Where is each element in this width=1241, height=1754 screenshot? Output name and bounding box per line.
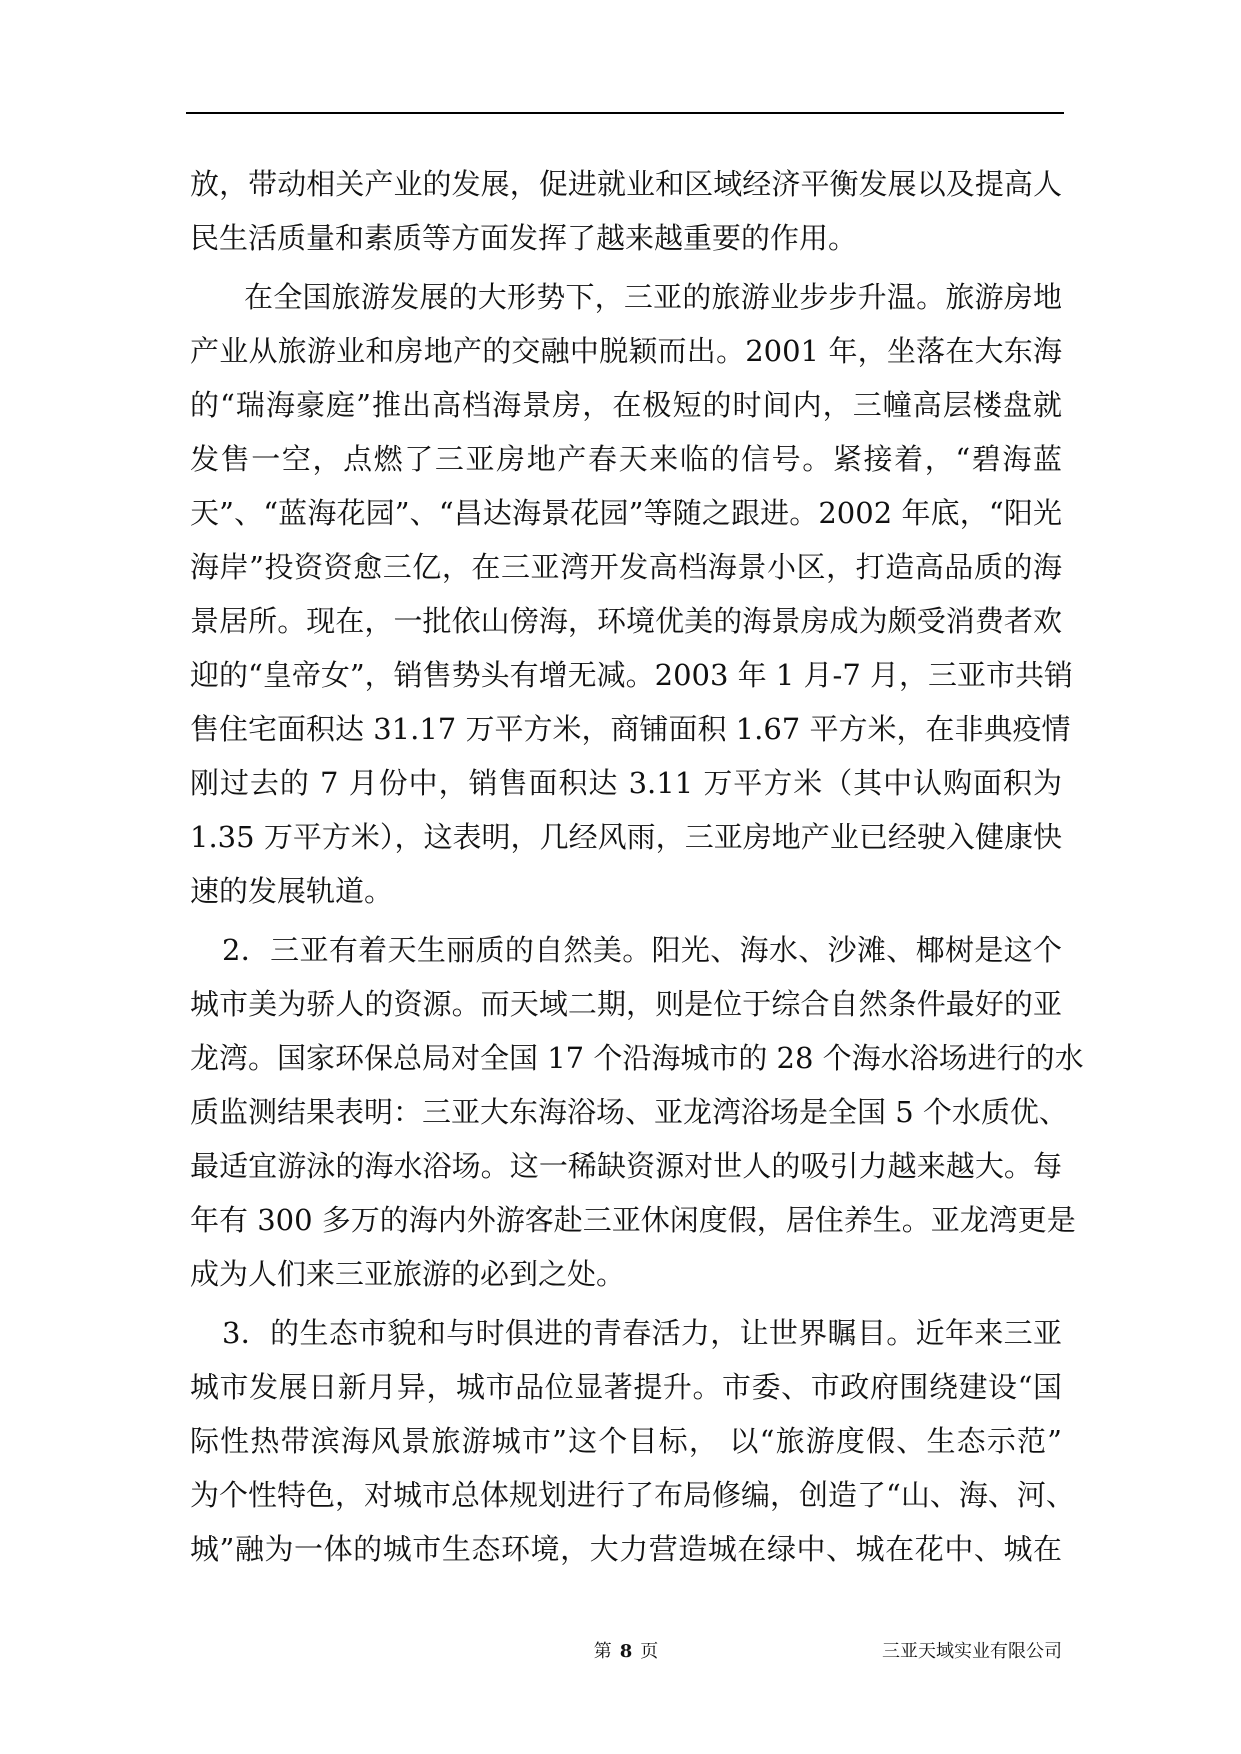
body-text-line: 天”、“蓝海花园”、“昌达海景花园”等随之跟进。2002 年底，“阳光 [190, 496, 1062, 530]
body-text-line: 的“瑞海豪庭”推出高档海景房，在极短的时间内，三幢高层楼盘就 [190, 388, 1062, 422]
body-text-line: 质监测结果表明：三亚大东海浴场、亚龙湾浴场是全国 5 个水质优、 [190, 1095, 1068, 1129]
body-text-line: 景居所。现在，一批依山傍海，环境优美的海景房成为颇受消费者欢 [190, 604, 1062, 638]
body-text-line: 3．的生态市貌和与时俱进的青春活力，让世界瞩目。近年来三亚 [222, 1316, 1062, 1350]
body-text-line: 际性热带滨海风景旅游城市”这个目标， 以“旅游度假、生态示范” [190, 1424, 1062, 1458]
body-text-line: 年有 300 多万的海内外游客赴三亚休闲度假，居住养生。亚龙湾更是 [190, 1203, 1076, 1237]
paragraph [190, 157, 1062, 265]
body-text-line: 1.35 万平方米），这表明，几经风雨，三亚房地产业已经驶入健康快 [190, 820, 1062, 854]
body-text-line: 城”融为一体的城市生态环境，大力营造城在绿中、城在花中、城在 [190, 1532, 1062, 1566]
body-text-line: 成为人们来三亚旅游的必到之处。 [190, 1257, 626, 1291]
body-text-line: 海岸”投资资愈三亿，在三亚湾开发高档海景小区，打造高品质的海 [190, 550, 1062, 584]
body-text-line: 刚过去的 7 月份中，销售面积达 3.11 万平方米（其中认购面积为 [190, 766, 1062, 800]
page-footer [186, 1638, 1062, 1666]
body-text-line: 2．三亚有着天生丽质的自然美。阳光、海水、沙滩、椰树是这个 [222, 933, 1062, 967]
paragraph [190, 270, 1074, 918]
body-text-line: 在全国旅游发展的大形势下，三亚的旅游业步步升温。旅游房地 [244, 280, 1062, 314]
body-text-line: 迎的“皇帝女”，销售势头有增无减。2003 年 1 月-7 月，三亚市共销 [190, 658, 1074, 692]
body-text-line: 为个性特色，对城市总体规划进行了布局修编，创造了“山、海、河、 [190, 1478, 1075, 1512]
company-name: 三亚天域实业有限公司 [882, 1641, 1062, 1662]
paragraph [190, 923, 1084, 1301]
page-prefix: 第 [593, 1641, 612, 1662]
body-text-line: 产业从旅游业和房地产的交融中脱颖而出。2001 年，坐落在大东海 [190, 334, 1062, 368]
body-text-line: 民生活质量和素质等方面发挥了越来越重要的作用。 [190, 221, 858, 255]
page-number-label [576, 1638, 676, 1666]
body-text-line: 速的发展轨道。 [190, 874, 394, 908]
body-text-line: 售住宅面积达 31.17 万平方米，商铺面积 1.67 平方米，在非典疫情 [190, 712, 1071, 746]
body-text-line: 城市美为骄人的资源。而天域二期，则是位于综合自然条件最好的亚 [190, 987, 1062, 1021]
body-text-line: 发售一空，点燃了三亚房地产春天来临的信号。紧接着，“碧海蓝 [190, 442, 1062, 476]
body-text-line: 放，带动相关产业的发展，促进就业和区域经济平衡发展以及提高人 [190, 167, 1062, 201]
header-rule [186, 112, 1064, 114]
body-text-line: 龙湾。国家环保总局对全国 17 个沿海城市的 28 个海水浴场进行的水 [190, 1041, 1084, 1075]
body-text [190, 157, 1084, 1576]
body-text-line: 城市发展日新月异，城市品位显著提升。市委、市政府围绕建设“国 [190, 1370, 1062, 1404]
page-suffix: 页 [640, 1641, 659, 1662]
page-number: 8 [619, 1641, 633, 1662]
paragraph [190, 1306, 1075, 1576]
body-text-line: 最适宜游泳的海水浴场。这一稀缺资源对世人的吸引力越来越大。每 [190, 1149, 1062, 1183]
